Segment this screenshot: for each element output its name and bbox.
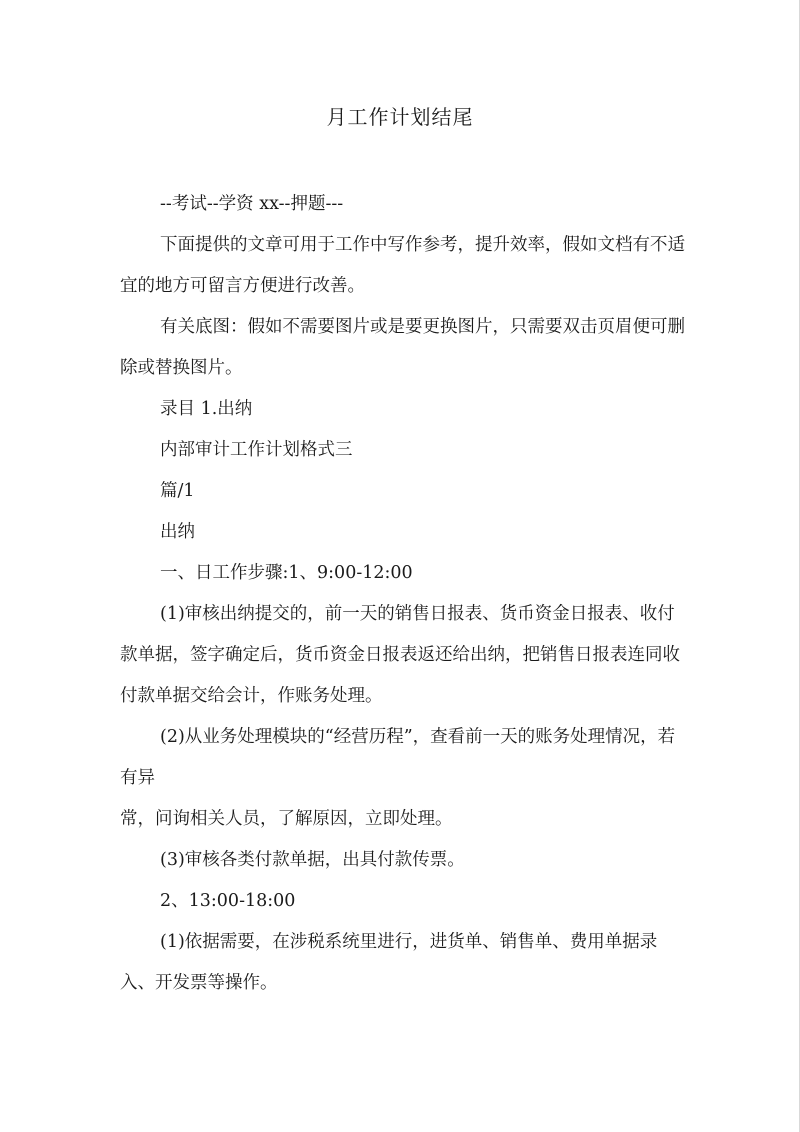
paragraph-section-marker: 篇/1: [160, 481, 195, 501]
paragraph-step-2: (2)从业务处理模块的“经营历程”，查看前一天的账务处理情况，若有异: [120, 727, 676, 788]
paragraph-afternoon: 2、13:00-18:00: [160, 891, 296, 911]
paragraph-intro: 下面提供的文章可用于工作中写作参考，提升效率，假如文档有不适宜的地方可留言方便进行改善。: [120, 235, 685, 296]
paragraph-daily-steps: 一、日工作步骤:1、9:00-12:00: [160, 563, 413, 583]
paragraph-image-note: 有关底图：假如不需要图片或是要更换图片，只需要双击页眉便可删除或替换图片。: [120, 317, 685, 378]
paragraph-heading-audit: 内部审计工作计划格式三: [160, 440, 353, 460]
paragraph-toc: 录目 1.出纳: [160, 399, 253, 419]
document-title: 月工作计划结尾: [326, 105, 474, 129]
paragraph-step-3: (3)审核各类付款单据，出具付款传票。: [160, 850, 465, 870]
paragraph-cashier: 出纳: [160, 522, 195, 542]
paragraph-step-2-cont: 常，问询相关人员，了解原因，立即处理。: [120, 809, 453, 829]
paragraph-afternoon-step-1: (1)依据需要，在涉税系统里进行，进货单、销售单、费用单据录入、开发票等操作。: [120, 932, 658, 993]
paragraph-subtitle: --考试--学资 xx--押题---: [160, 194, 344, 214]
paragraph-step-1: (1)审核出纳提交的，前一天的销售日报表、货币资金日报表、收付款单据，签字确定后，货币资金日报表返还给出纳，把销售日报表连同收付款单据交给会计，作账务处理。: [120, 604, 680, 706]
document-body: [120, 184, 686, 1004]
